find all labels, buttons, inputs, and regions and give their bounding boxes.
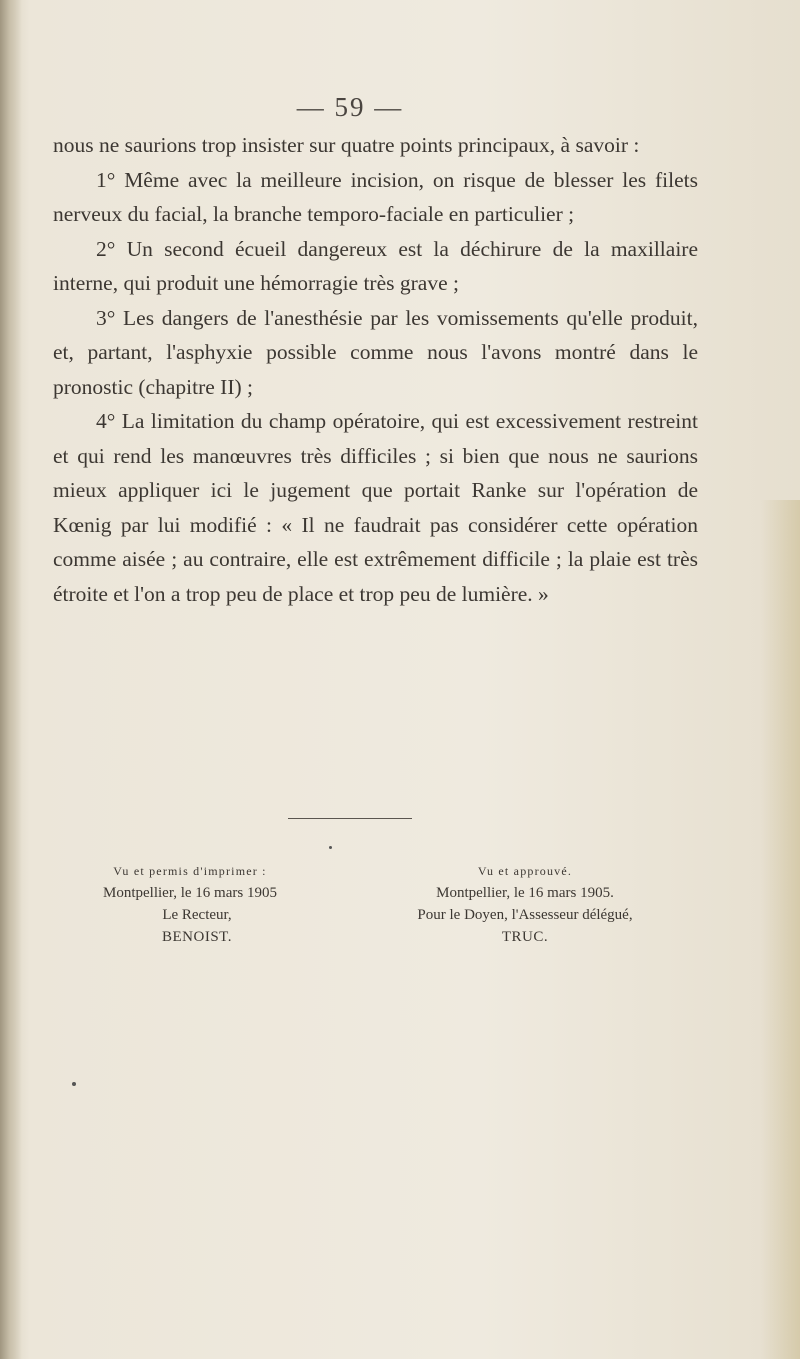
paragraph-point-4: 4° La limitation du champ opératoire, qui est excessivement restreint et qui rend les manœuvres très difficiles ; si bien que nous ne saurions mieux appliquer ici le jugement que portait Ranke sur l'opération de Kœnig par lui modifié : « Il ne faudrait pas considérer cette opération comme aisée ; au contraire, elle est extrêmement difficile ; la plaie est très étroite et l'on a trop peu de place et trop peu de lumière. » bbox=[53, 409, 698, 606]
paragraph-intro: nous ne saurions trop insister sur quatre points principaux, à savoir : bbox=[53, 133, 640, 157]
approval-heading: Vu et permis d'imprimer : bbox=[113, 864, 267, 878]
binding-shadow bbox=[0, 0, 22, 1359]
approval-signatory: TRUC. bbox=[501, 929, 549, 945]
paragraph-point-3: 3° Les dangers de l'anesthésie par les vomissements qu'elle produit, et, partant, l'asphyxie possible comme nous l'avons montré dans le pronostic (chapitre II) ; bbox=[53, 305, 698, 399]
body-text bbox=[53, 128, 698, 611]
paper-stain bbox=[760, 500, 800, 1359]
approval-block-dean bbox=[350, 860, 700, 948]
approval-signatory: BENOIST. bbox=[162, 929, 232, 945]
page-number: — 59 — bbox=[296, 92, 404, 122]
approval-block-rector bbox=[65, 860, 315, 948]
approval-heading: Vu et approuvé. bbox=[477, 864, 573, 878]
ink-speck bbox=[329, 846, 332, 849]
paragraph-point-2: 2° Un second écueil dangereux est la déchirure de la maxillaire interne, qui produit une hémorragie très grave ; bbox=[53, 236, 698, 295]
paragraph-point-1: 1° Même avec la meilleure incision, on risque de blesser les filets nerveux du facial, la branche temporo-faciale en particulier ; bbox=[53, 167, 698, 226]
approval-title: Pour le Doyen, l'Assesseur délégué, bbox=[417, 907, 633, 923]
separator-rule bbox=[288, 818, 412, 819]
approval-place-date: Montpellier, le 16 mars 1905 bbox=[103, 885, 277, 901]
approval-title: Le Recteur, bbox=[162, 907, 232, 923]
approval-place-date: Montpellier, le 16 mars 1905. bbox=[436, 885, 614, 901]
ink-speck bbox=[72, 1082, 76, 1086]
